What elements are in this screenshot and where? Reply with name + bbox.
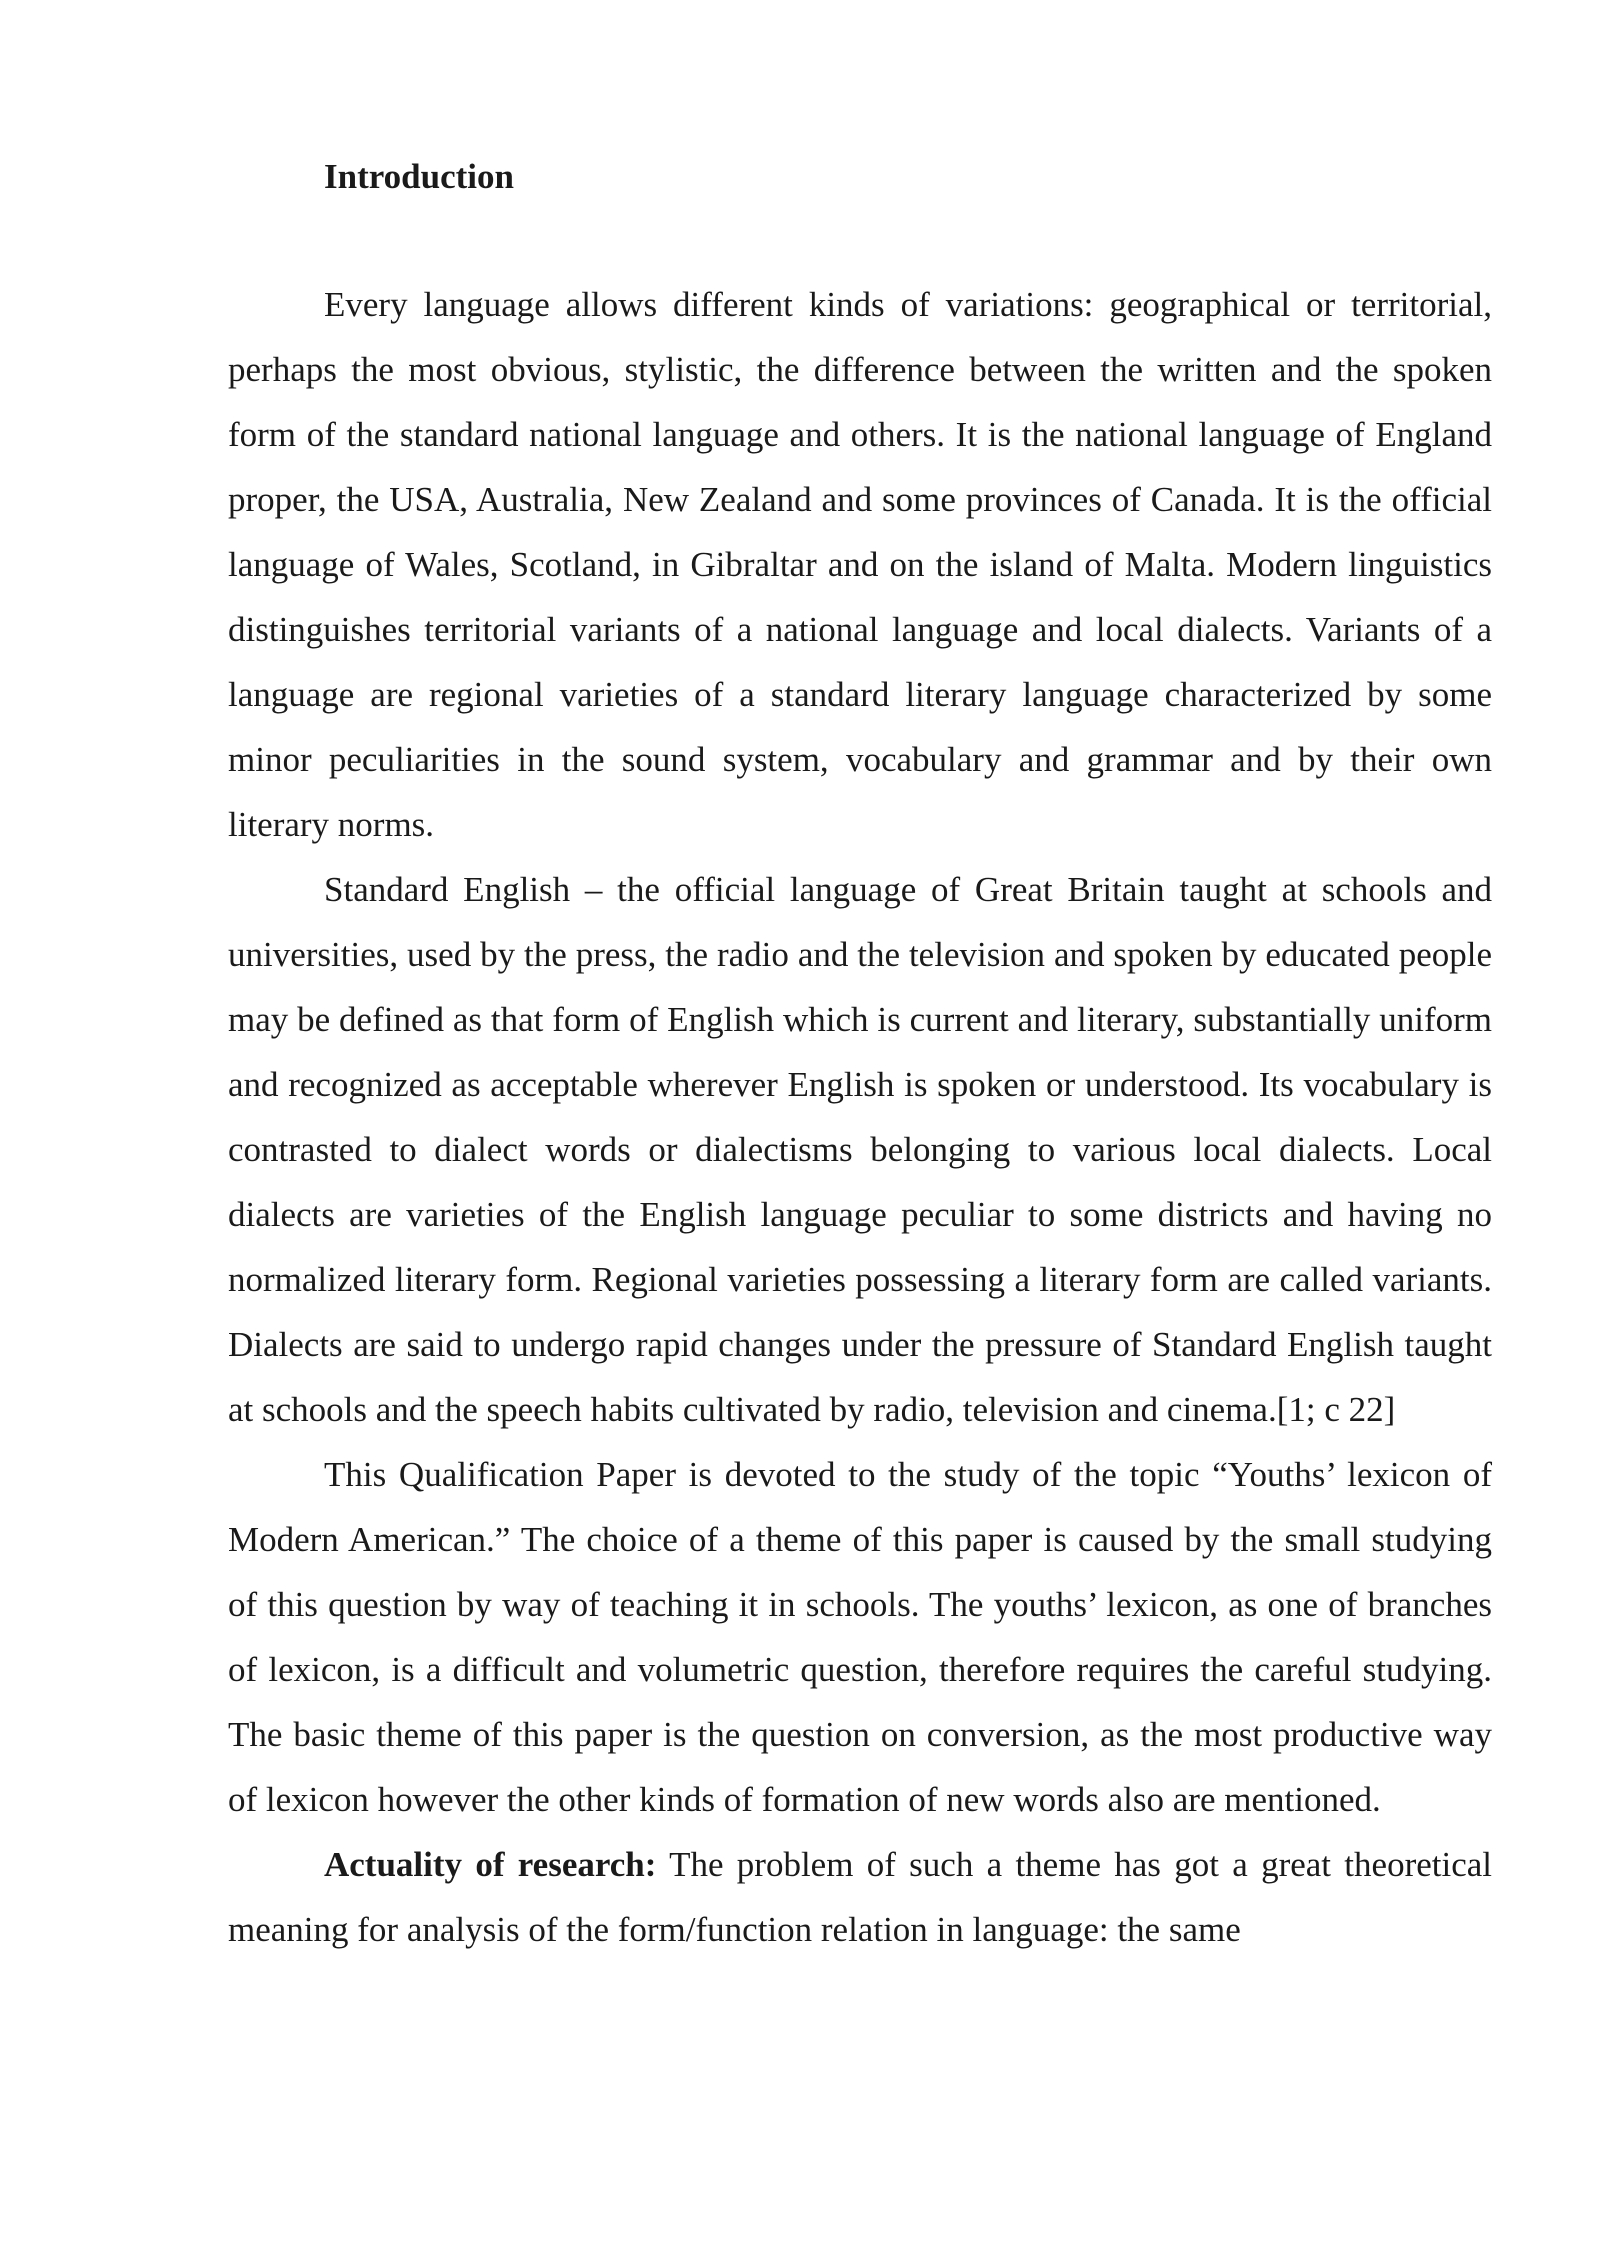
section-heading: Introduction	[324, 157, 514, 196]
paragraph-variations: Every language allows different kinds of variations: geographical or territorial, perhaps the most obvious, stylistic, the difference between the written and the spoken form of the standard national language and others. It is the national language of England proper, the USA, Australia, New Zealand and some provinces of Canada. It is the official language of Wales, Scotland, in Gibraltar and on the island of Malta. Modern linguistics distinguishes territorial variants of a national language and local dialects. Variants of a language are regional varieties of a standard literary language characterized by some minor peculiarities in the sound system, vocabulary and grammar and by their own literary norms.	[228, 285, 1492, 844]
paragraph-qualification-paper: This Qualification Paper is devoted to the study of the topic “Youths’ lexicon of Modern American.” The choice of a theme of this paper is caused by the small studying of this question by way of teaching it in schools. The youths’ lexicon, as one of branches of lexicon, is a difficult and volumetric question, therefore requires the careful studying. The basic theme of this paper is the question on conversion, as the most productive way of lexicon however the other kinds of formation of new words also are mentioned.	[228, 1455, 1492, 1819]
paragraph-standard-english: Standard English – the official language of Great Britain taught at schools and universities, used by the press, the radio and the television and spoken by educated people may be defined as that form of English which is current and literary, substantially uniform and recognized as acceptable wherever English is spoken or understood. Its vocabulary is contrasted to dialect words or dialectisms belonging to various local dialects. Local dialects are varieties of the English language peculiar to some districts and having no normalized literary form. Regional varieties possessing a literary form are called variants. Dialects are said to undergo rapid changes under the pressure of Standard English taught at schools and the speech habits cultivated by radio, television and cinema.[1; c 22]	[228, 870, 1492, 1429]
actuality-lead: Actuality of research:	[324, 1845, 657, 1884]
paragraph-actuality	[228, 1832, 1492, 1962]
document-body	[228, 272, 1492, 1962]
actuality-text: The problem of such a theme has got a great theoretical meaning for analysis of the form/function relation in language: the same	[228, 1845, 1492, 1949]
